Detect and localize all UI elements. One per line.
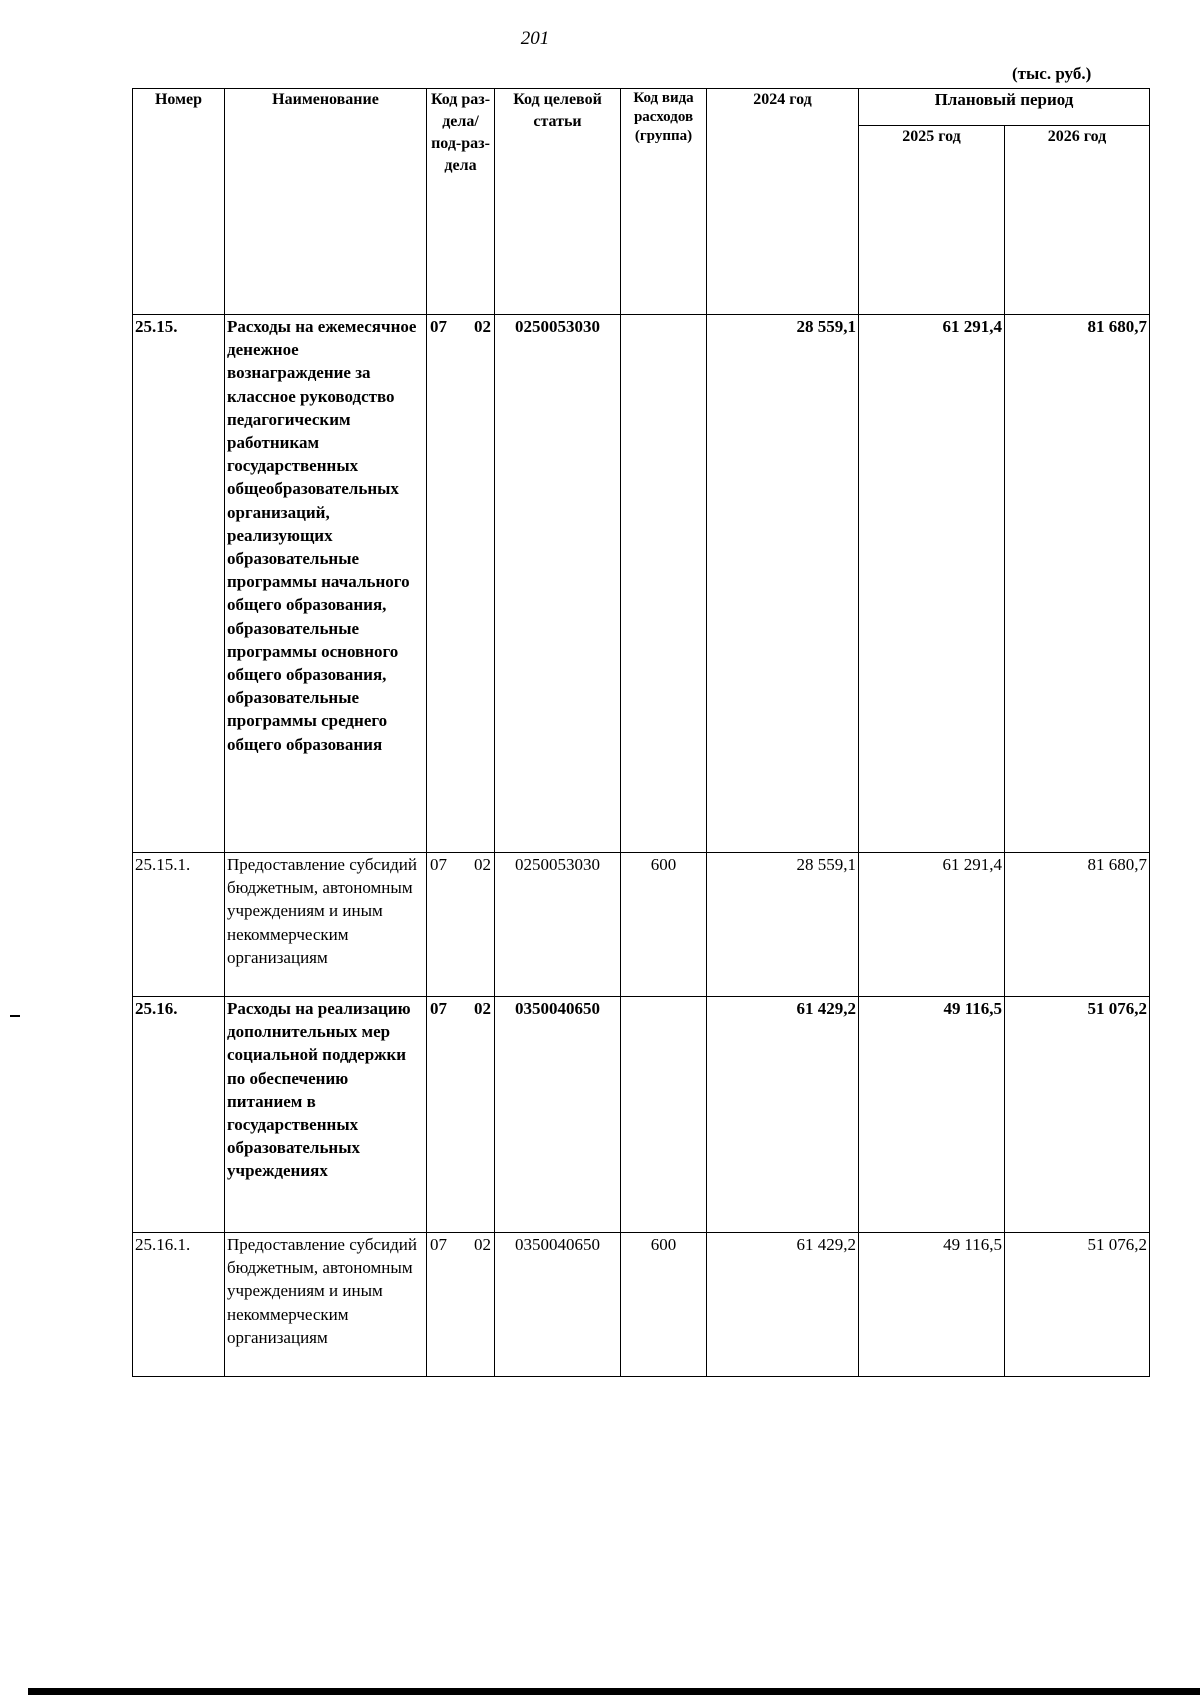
header-2026: 2026 год: [1005, 126, 1150, 315]
row-2024: 61 429,2: [707, 997, 859, 1233]
subsection-code: 02: [474, 855, 491, 874]
row-2024: 28 559,1: [707, 315, 859, 853]
header-section-code: Код раз-дела/ под-раз-дела: [427, 89, 495, 315]
row-target-code: 0350040650: [495, 1233, 621, 1377]
row-expense-type: 600: [621, 853, 707, 997]
row-2024: 28 559,1: [707, 853, 859, 997]
row-number: 25.15.1.: [133, 853, 225, 997]
row-number: 25.16.: [133, 997, 225, 1233]
row-target-code: 0250053030: [495, 853, 621, 997]
row-2026: 81 680,7: [1005, 853, 1150, 997]
subsection-code: 02: [474, 317, 491, 336]
table-row: [133, 997, 1150, 1233]
row-name: Предоставление субсидий бюджетным, автономным учреждениям и иным некоммерческим организациям: [225, 1233, 427, 1377]
row-2024: 61 429,2: [707, 1233, 859, 1377]
row-number: 25.15.: [133, 315, 225, 853]
header-2024: 2024 год: [707, 89, 859, 315]
header-planned-period: Плановый период: [859, 89, 1150, 126]
table-row: [133, 315, 1150, 853]
row-expense-type: 600: [621, 1233, 707, 1377]
row-target-code: 0350040650: [495, 997, 621, 1233]
scan-edge-bar: [28, 1688, 1200, 1695]
row-section-code: [427, 853, 495, 997]
row-2026: 51 076,2: [1005, 1233, 1150, 1377]
subsection-code: 02: [474, 1235, 491, 1254]
section-code: 07: [430, 855, 447, 874]
section-code: 07: [430, 1235, 447, 1254]
table-row: [133, 1233, 1150, 1377]
row-section-code: [427, 1233, 495, 1377]
row-name: Расходы на реализацию дополнительных мер социальной поддержки по обеспечению питанием в государственных образовательных учреждениях: [225, 997, 427, 1233]
header-name: Наименование: [225, 89, 427, 315]
row-number: 25.16.1.: [133, 1233, 225, 1377]
row-section-code: [427, 997, 495, 1233]
row-2025: 61 291,4: [859, 853, 1005, 997]
section-code: 07: [430, 999, 447, 1018]
page-number: 201: [520, 28, 550, 49]
row-2025: 49 116,5: [859, 997, 1005, 1233]
row-expense-type: [621, 997, 707, 1233]
row-2025: 61 291,4: [859, 315, 1005, 853]
section-code: 07: [430, 317, 447, 336]
header-target-code: Код целевой статьи: [495, 89, 621, 315]
header-number: Номер: [133, 89, 225, 315]
subsection-code: 02: [474, 999, 491, 1018]
budget-table: [132, 88, 1150, 1377]
row-name: Предоставление субсидий бюджетным, автономным учреждениям и иным некоммерческим организациям: [225, 853, 427, 997]
row-expense-type: [621, 315, 707, 853]
row-2025: 49 116,5: [859, 1233, 1005, 1377]
table-row: [133, 853, 1150, 997]
header-expense-type: Код вида расходов (группа): [621, 89, 707, 315]
header-2025: 2025 год: [859, 126, 1005, 315]
unit-note: (тыс. руб.): [1012, 64, 1092, 83]
row-2026: 51 076,2: [1005, 997, 1150, 1233]
row-2026: 81 680,7: [1005, 315, 1150, 853]
row-name: Расходы на ежемесячное денежное вознаграждение за классное руководство педагогическим работникам государственных общеобразовательных организаций, реализующих образовательные программы начального общего образования, образовательные программы основного общего образования, образовательные программы среднего общего образования: [225, 315, 427, 853]
row-target-code: 0250053030: [495, 315, 621, 853]
row-section-code: [427, 315, 495, 853]
margin-mark: [10, 1015, 20, 1017]
